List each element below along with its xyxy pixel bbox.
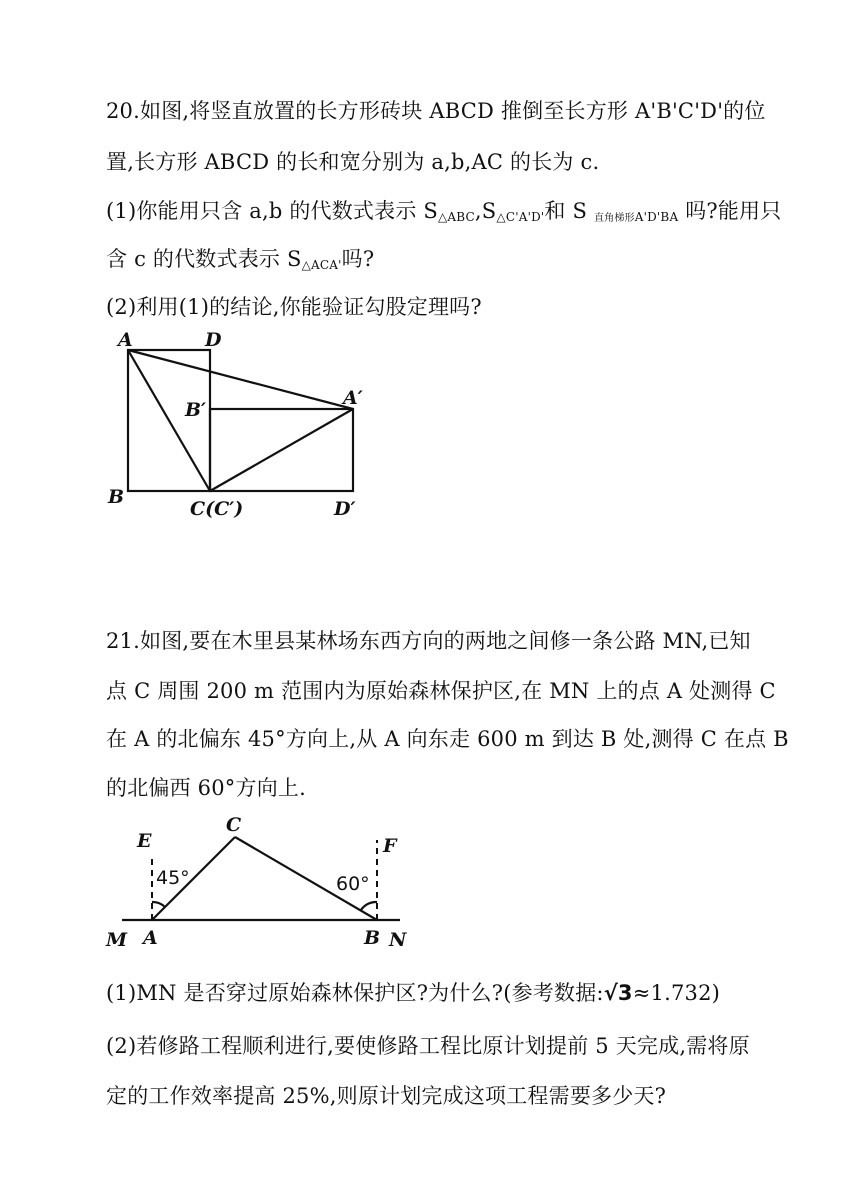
q1-text-b: ,S <box>474 199 497 223</box>
q1-sub-abc: △ABC <box>438 210 475 224</box>
q1-sub-trap: A'D'BA <box>634 210 679 224</box>
q1-sub-cad: △C'A'D' <box>496 210 545 224</box>
sqrt3-symbol: √3 <box>603 981 633 1005</box>
problem21-question2-line1: (2)若修路工程顺利进行,要使修路工程比原计划提前 5 天完成,需将原 <box>106 1034 750 1058</box>
problem20-line2: 置,长方形 ABCD 的长和宽分别为 a,b,AC 的长为 c. <box>106 150 600 174</box>
label-a: A <box>118 329 133 351</box>
q1-text-b: ≈1.732) <box>632 981 721 1005</box>
label-f: F <box>383 835 397 857</box>
q1-text-c: 和 S <box>544 199 594 223</box>
q1-text-a: (1)MN 是否穿过原始森林保护区?为什么?(参考数据: <box>106 981 604 1005</box>
problem21-line3: 在 A 的北偏东 45°方向上,从 A 向东走 600 m 到达 B 处,测得 C 在点 B <box>106 727 789 751</box>
q1-text-a: (1)你能用只含 a,b 的代数式表示 S <box>106 199 438 223</box>
label-m: M <box>106 929 128 951</box>
q1-sub-aca: △ACA' <box>301 258 342 272</box>
q1-text-d: 吗?能用只 <box>678 199 782 223</box>
problem20-line1: 20.如图,将竖直放置的长方形砖块 ABCD 推倒至长方形 A'B'C'D'的位 <box>106 99 766 123</box>
problem21-line1: 21.如图,要在木里县某林场东西方向的两地之间修一条公路 MN,已知 <box>106 629 751 653</box>
label-c: C <box>226 814 242 836</box>
angle-arc-b <box>361 902 377 910</box>
label-c-c-prime: C(C′) <box>190 498 244 520</box>
label-n: N <box>389 929 407 951</box>
label-a-prime: A′ <box>343 387 363 409</box>
label-d: D <box>205 329 222 351</box>
problem21-line2: 点 C 周围 200 m 范围内为原始森林保护区,在 MN 上的点 A 处测得 C <box>106 679 776 703</box>
label-d-prime: D′ <box>334 498 356 520</box>
problem21-question2-line2: 定的工作效率提高 25%,则原计划完成这项工程需要多少天? <box>106 1084 667 1108</box>
q1-sub-trap-cn: 直角梯形 <box>593 213 635 224</box>
q1-text-f: 吗? <box>341 247 375 271</box>
problem20-question2: (2)利用(1)的结论,你能验证勾股定理吗? <box>106 295 482 319</box>
angle-arc-a <box>152 902 165 907</box>
label-b: B <box>364 927 381 949</box>
q1-text-e: 含 c 的代数式表示 S <box>106 247 302 271</box>
problem21-question1 <box>106 979 720 1007</box>
label-angle-45: 45° <box>156 867 190 889</box>
label-a: A <box>143 927 158 949</box>
label-b-prime: B′ <box>185 399 207 421</box>
label-angle-60: 60° <box>336 873 370 895</box>
label-b: B <box>108 486 125 508</box>
problem21-line4: 的北偏西 60°方向上. <box>106 776 306 800</box>
label-e: E <box>137 830 152 852</box>
